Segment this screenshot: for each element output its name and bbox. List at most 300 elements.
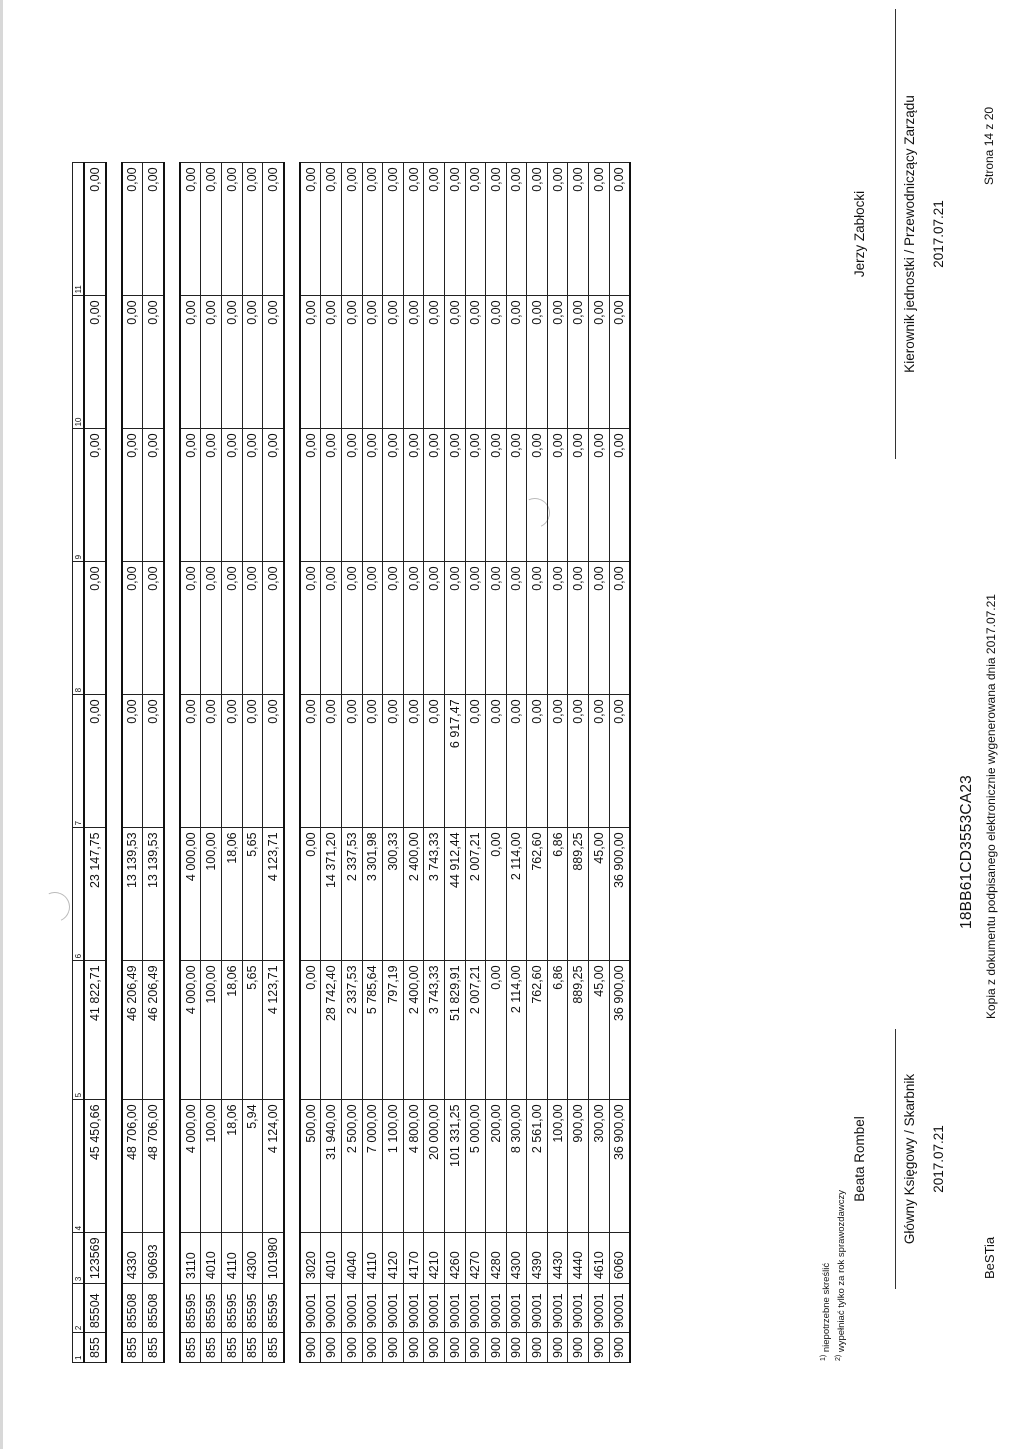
table-cell: 0,00 bbox=[424, 695, 445, 828]
table-row bbox=[589, 163, 610, 1363]
table-row bbox=[321, 163, 342, 1363]
table-cell: 0,00 bbox=[180, 296, 201, 429]
table-cell: 855 bbox=[122, 1333, 143, 1363]
table-cell: 28 742,40 bbox=[321, 961, 342, 1100]
header-row bbox=[73, 163, 85, 1363]
table-cell: 90001 bbox=[568, 1284, 589, 1333]
table-cell: 0,00 bbox=[122, 296, 143, 429]
software-name: BeSTia bbox=[982, 1236, 997, 1279]
table-cell: 900 bbox=[527, 1333, 548, 1363]
table-cell: 36 900,00 bbox=[609, 828, 630, 961]
signer-date-right: 2017.07.21 bbox=[931, 200, 946, 268]
table-cell: 0,00 bbox=[547, 695, 568, 828]
table-cell: 4170 bbox=[403, 1233, 424, 1284]
table-cell: 3 743,33 bbox=[424, 828, 445, 961]
table-row bbox=[122, 163, 143, 1363]
table-row bbox=[180, 163, 201, 1363]
table-cell: 0,00 bbox=[143, 695, 164, 828]
table-cell: 0,00 bbox=[321, 429, 342, 562]
table-cell: 4010 bbox=[321, 1233, 342, 1284]
table-cell: 0,00 bbox=[486, 296, 507, 429]
table-cell: 762,60 bbox=[527, 961, 548, 1100]
table-cell: 900 bbox=[403, 1333, 424, 1363]
table-cell: 0,00 bbox=[84, 429, 106, 562]
table-cell: 0,00 bbox=[263, 562, 284, 695]
group-separator bbox=[106, 163, 122, 1363]
signer-role-left: Główny Księgowy / Skarbnik bbox=[902, 1073, 917, 1245]
separator-cell bbox=[284, 163, 300, 1363]
table-cell: 4110 bbox=[362, 1233, 383, 1284]
table-cell: 0,00 bbox=[609, 695, 630, 828]
table-cell: 90001 bbox=[341, 1284, 362, 1333]
table-cell: 5,65 bbox=[242, 828, 263, 961]
table-cell: 20 000,00 bbox=[424, 1100, 445, 1233]
table-cell: 0,00 bbox=[609, 163, 630, 296]
table-cell: 85595 bbox=[180, 1284, 201, 1333]
table-cell: 0,00 bbox=[122, 695, 143, 828]
table-cell: 0,00 bbox=[383, 296, 404, 429]
table-cell: 90001 bbox=[444, 1284, 465, 1333]
table-cell: 0,00 bbox=[403, 695, 424, 828]
table-cell: 90001 bbox=[403, 1284, 424, 1333]
table-cell: 123569 bbox=[84, 1233, 106, 1284]
table-cell: 0,00 bbox=[201, 296, 222, 429]
table-cell: 500,00 bbox=[300, 1100, 321, 1233]
table-cell: 4330 bbox=[122, 1233, 143, 1284]
table-cell: 0,00 bbox=[122, 429, 143, 562]
table-row bbox=[263, 163, 284, 1363]
table-cell: 0,00 bbox=[221, 695, 242, 828]
table-cell: 23 147,75 bbox=[84, 828, 106, 961]
page-number: Strona 14 z 20 bbox=[982, 106, 996, 185]
table-cell: 2 114,00 bbox=[506, 828, 527, 961]
table-cell: 0,00 bbox=[263, 296, 284, 429]
table-cell: 855 bbox=[242, 1333, 263, 1363]
table-cell: 0,00 bbox=[568, 695, 589, 828]
table-cell: 4260 bbox=[444, 1233, 465, 1284]
table-cell: 6 917,47 bbox=[444, 695, 465, 828]
column-number: 9 bbox=[73, 429, 85, 562]
table-cell: 90001 bbox=[547, 1284, 568, 1333]
table-cell: 0,00 bbox=[589, 429, 610, 562]
table-cell: 4280 bbox=[486, 1233, 507, 1284]
table-cell: 3 301,98 bbox=[362, 828, 383, 961]
table-cell: 90001 bbox=[506, 1284, 527, 1333]
footnote-1: $^{1)}$ niepotrzebne skreślić bbox=[820, 1262, 833, 1361]
column-number: 2 bbox=[73, 1284, 85, 1333]
table-cell: 0,00 bbox=[341, 429, 362, 562]
table-row bbox=[242, 163, 263, 1363]
table-cell: 4300 bbox=[506, 1233, 527, 1284]
table-cell: 45,00 bbox=[589, 961, 610, 1100]
table-cell: 855 bbox=[263, 1333, 284, 1363]
table-cell: 0,00 bbox=[589, 562, 610, 695]
table-cell: 0,00 bbox=[180, 562, 201, 695]
table-cell: 41 822,71 bbox=[84, 961, 106, 1100]
table-cell: 0,00 bbox=[242, 562, 263, 695]
table-cell: 4 123,71 bbox=[263, 828, 284, 961]
table-row bbox=[424, 163, 445, 1363]
table-cell: 0,00 bbox=[403, 429, 424, 562]
table-row bbox=[609, 163, 630, 1363]
table-cell: 100,00 bbox=[201, 1100, 222, 1233]
table-cell: 0,00 bbox=[383, 562, 404, 695]
table-cell: 0,00 bbox=[221, 163, 242, 296]
table-cell: 0,00 bbox=[84, 695, 106, 828]
report-table-body bbox=[73, 163, 631, 1363]
table-cell: 18,06 bbox=[221, 961, 242, 1100]
table-cell: 31 940,00 bbox=[321, 1100, 342, 1233]
table-cell: 0,00 bbox=[143, 296, 164, 429]
table-cell: 900 bbox=[609, 1333, 630, 1363]
table-cell: 90001 bbox=[424, 1284, 445, 1333]
column-number: 10 bbox=[73, 296, 85, 429]
table-cell: 900 bbox=[444, 1333, 465, 1363]
table-cell: 48 706,00 bbox=[122, 1100, 143, 1233]
table-cell: 0,00 bbox=[506, 429, 527, 562]
column-number: 4 bbox=[73, 1100, 85, 1233]
table-cell: 7 000,00 bbox=[362, 1100, 383, 1233]
table-cell: 4610 bbox=[589, 1233, 610, 1284]
table-cell: 900,00 bbox=[568, 1100, 589, 1233]
table-cell: 90001 bbox=[362, 1284, 383, 1333]
table-cell: 2 114,00 bbox=[506, 961, 527, 1100]
table-cell: 4 123,71 bbox=[263, 961, 284, 1100]
table-cell: 0,00 bbox=[568, 562, 589, 695]
table-cell: 0,00 bbox=[465, 695, 486, 828]
table-cell: 0,00 bbox=[362, 163, 383, 296]
table-cell: 0,00 bbox=[341, 296, 362, 429]
table-cell: 101980 bbox=[263, 1233, 284, 1284]
table-cell: 889,25 bbox=[568, 828, 589, 961]
table-cell: 4430 bbox=[547, 1233, 568, 1284]
table-cell: 0,00 bbox=[221, 296, 242, 429]
table-cell: 1 100,00 bbox=[383, 1100, 404, 1233]
report-table bbox=[72, 162, 631, 1363]
table-cell: 0,00 bbox=[383, 695, 404, 828]
table-cell: 0,00 bbox=[143, 562, 164, 695]
table-cell: 0,00 bbox=[362, 695, 383, 828]
table-cell: 85595 bbox=[242, 1284, 263, 1333]
table-cell: 0,00 bbox=[589, 296, 610, 429]
table-cell: 4 800,00 bbox=[403, 1100, 424, 1233]
signature-line-left bbox=[895, 1029, 896, 1289]
table-cell: 6,86 bbox=[547, 828, 568, 961]
table-cell: 85595 bbox=[201, 1284, 222, 1333]
table-cell: 0,00 bbox=[444, 163, 465, 296]
table-cell: 0,00 bbox=[527, 562, 548, 695]
table-cell: 101 331,25 bbox=[444, 1100, 465, 1233]
table-cell: 4120 bbox=[383, 1233, 404, 1284]
table-cell: 0,00 bbox=[465, 562, 486, 695]
table-row bbox=[221, 163, 242, 1363]
table-row bbox=[84, 163, 106, 1363]
table-cell: 90001 bbox=[383, 1284, 404, 1333]
table-cell: 900 bbox=[568, 1333, 589, 1363]
table-cell: 13 139,53 bbox=[143, 828, 164, 961]
table-cell: 0,00 bbox=[143, 429, 164, 562]
table-cell: 0,00 bbox=[321, 695, 342, 828]
table-cell: 5,65 bbox=[242, 961, 263, 1100]
table-cell: 0,00 bbox=[424, 296, 445, 429]
table-cell: 0,00 bbox=[122, 163, 143, 296]
table-cell: 0,00 bbox=[362, 296, 383, 429]
table-row bbox=[568, 163, 589, 1363]
separator-cell bbox=[106, 163, 122, 1363]
table-cell: 889,25 bbox=[568, 961, 589, 1100]
table-cell: 0,00 bbox=[180, 695, 201, 828]
table-cell: 0,00 bbox=[180, 163, 201, 296]
table-cell: 0,00 bbox=[242, 695, 263, 828]
table-cell: 4 000,00 bbox=[180, 961, 201, 1100]
table-cell: 0,00 bbox=[300, 163, 321, 296]
table-cell: 0,00 bbox=[506, 163, 527, 296]
table-cell: 0,00 bbox=[609, 296, 630, 429]
table-cell: 100,00 bbox=[547, 1100, 568, 1233]
table-cell: 90001 bbox=[486, 1284, 507, 1333]
table-cell: 0,00 bbox=[321, 562, 342, 695]
table-cell: 900 bbox=[486, 1333, 507, 1363]
table-cell: 4040 bbox=[341, 1233, 362, 1284]
table-cell: 300,00 bbox=[589, 1100, 610, 1233]
table-cell: 5 000,00 bbox=[465, 1100, 486, 1233]
table-cell: 855 bbox=[180, 1333, 201, 1363]
table-cell: 90001 bbox=[300, 1284, 321, 1333]
table-cell: 0,00 bbox=[527, 695, 548, 828]
table-cell: 0,00 bbox=[568, 296, 589, 429]
table-cell: 0,00 bbox=[383, 163, 404, 296]
table-cell: 0,00 bbox=[609, 562, 630, 695]
table-cell: 0,00 bbox=[263, 695, 284, 828]
table-cell: 5,94 bbox=[242, 1100, 263, 1233]
table-cell: 4 000,00 bbox=[180, 828, 201, 961]
table-cell: 900 bbox=[300, 1333, 321, 1363]
table-cell: 4 000,00 bbox=[180, 1100, 201, 1233]
table-cell: 0,00 bbox=[547, 562, 568, 695]
table-cell: 2 400,00 bbox=[403, 828, 424, 961]
table-cell: 0,00 bbox=[321, 163, 342, 296]
table-cell: 0,00 bbox=[300, 562, 321, 695]
table-cell: 100,00 bbox=[201, 961, 222, 1100]
table-cell: 900 bbox=[589, 1333, 610, 1363]
table-cell: 0,00 bbox=[341, 163, 362, 296]
table-cell: 0,00 bbox=[486, 828, 507, 961]
table-cell: 0,00 bbox=[527, 429, 548, 562]
table-cell: 762,60 bbox=[527, 828, 548, 961]
table-row bbox=[341, 163, 362, 1363]
table-row bbox=[527, 163, 548, 1363]
table-cell: 0,00 bbox=[527, 163, 548, 296]
table-cell: 2 337,53 bbox=[341, 961, 362, 1100]
table-cell: 855 bbox=[201, 1333, 222, 1363]
table-cell: 85508 bbox=[122, 1284, 143, 1333]
table-cell: 0,00 bbox=[221, 562, 242, 695]
table-cell: 0,00 bbox=[300, 828, 321, 961]
signature-right bbox=[852, 9, 946, 459]
table-cell: 0,00 bbox=[242, 296, 263, 429]
table-cell: 900 bbox=[424, 1333, 445, 1363]
table-cell: 0,00 bbox=[242, 163, 263, 296]
table-cell: 0,00 bbox=[263, 163, 284, 296]
table-cell: 0,00 bbox=[424, 429, 445, 562]
table-cell: 18,06 bbox=[221, 1100, 242, 1233]
table-row bbox=[444, 163, 465, 1363]
table-cell: 90001 bbox=[465, 1284, 486, 1333]
table-cell: 0,00 bbox=[424, 562, 445, 695]
table-cell: 900 bbox=[362, 1333, 383, 1363]
table-cell: 45 450,66 bbox=[84, 1100, 106, 1233]
table-cell: 0,00 bbox=[609, 429, 630, 562]
table-cell: 0,00 bbox=[506, 296, 527, 429]
table-cell: 48 706,00 bbox=[143, 1100, 164, 1233]
table-cell: 0,00 bbox=[403, 163, 424, 296]
table-cell: 2 561,00 bbox=[527, 1100, 548, 1233]
table-cell: 46 206,49 bbox=[122, 961, 143, 1100]
table-cell: 8 300,00 bbox=[506, 1100, 527, 1233]
table-cell: 0,00 bbox=[201, 562, 222, 695]
table-cell: 85595 bbox=[221, 1284, 242, 1333]
table-cell: 90001 bbox=[321, 1284, 342, 1333]
table-cell: 0,00 bbox=[527, 296, 548, 429]
table-cell: 85504 bbox=[84, 1284, 106, 1333]
signature-line-right bbox=[895, 9, 896, 459]
table-cell: 36 900,00 bbox=[609, 1100, 630, 1233]
column-number: 5 bbox=[73, 961, 85, 1100]
table-cell: 46 206,49 bbox=[143, 961, 164, 1100]
table-cell: 4210 bbox=[424, 1233, 445, 1284]
table-cell: 200,00 bbox=[486, 1100, 507, 1233]
signer-role-right: Kierownik jednostki / Przewodniczący Zarządu bbox=[902, 95, 917, 373]
table-cell: 2 007,21 bbox=[465, 828, 486, 961]
table-cell: 85595 bbox=[263, 1284, 284, 1333]
copy-note: Kopia z dokumentu podpisanego elektronicznie wygenerowana dnia 2017.07.21 bbox=[984, 594, 998, 1019]
table-cell: 0,00 bbox=[403, 562, 424, 695]
table-cell: 18,06 bbox=[221, 828, 242, 961]
table-cell: 0,00 bbox=[465, 429, 486, 562]
table-cell: 4 124,00 bbox=[263, 1100, 284, 1233]
table-cell: 4390 bbox=[527, 1233, 548, 1284]
table-cell: 900 bbox=[321, 1333, 342, 1363]
footnotes bbox=[818, 1190, 848, 1361]
signature-left bbox=[852, 1029, 946, 1289]
separator-cell bbox=[164, 163, 180, 1363]
table-cell: 0,00 bbox=[201, 163, 222, 296]
table-row bbox=[201, 163, 222, 1363]
table-row bbox=[506, 163, 527, 1363]
table-cell: 4440 bbox=[568, 1233, 589, 1284]
table-cell: 0,00 bbox=[486, 163, 507, 296]
table-cell: 900 bbox=[341, 1333, 362, 1363]
table-cell: 797,19 bbox=[383, 961, 404, 1100]
table-cell: 0,00 bbox=[486, 562, 507, 695]
table-cell: 2 337,53 bbox=[341, 828, 362, 961]
table-cell: 0,00 bbox=[506, 695, 527, 828]
table-cell: 0,00 bbox=[180, 429, 201, 562]
table-cell: 0,00 bbox=[84, 562, 106, 695]
table-cell: 90693 bbox=[143, 1233, 164, 1284]
table-cell: 855 bbox=[143, 1333, 164, 1363]
table-cell: 0,00 bbox=[263, 429, 284, 562]
table-cell: 300,33 bbox=[383, 828, 404, 961]
table-cell: 0,00 bbox=[321, 296, 342, 429]
table-cell: 0,00 bbox=[547, 163, 568, 296]
table-cell: 100,00 bbox=[201, 828, 222, 961]
column-number: 1 bbox=[73, 1333, 85, 1363]
signer-name-right: Jerzy Zabłocki bbox=[852, 190, 867, 278]
table-row bbox=[362, 163, 383, 1363]
column-number: 11 bbox=[73, 163, 85, 296]
table-row bbox=[465, 163, 486, 1363]
table-cell: 0,00 bbox=[547, 429, 568, 562]
table-cell: 0,00 bbox=[221, 429, 242, 562]
group-separator bbox=[284, 163, 300, 1363]
table-cell: 90001 bbox=[527, 1284, 548, 1333]
table-cell: 3110 bbox=[180, 1233, 201, 1284]
column-number: 3 bbox=[73, 1233, 85, 1284]
table-cell: 0,00 bbox=[341, 562, 362, 695]
table-cell: 6,86 bbox=[547, 961, 568, 1100]
table-cell: 2 007,21 bbox=[465, 961, 486, 1100]
table-cell: 4110 bbox=[221, 1233, 242, 1284]
table-row bbox=[403, 163, 424, 1363]
table-cell: 0,00 bbox=[201, 695, 222, 828]
table-row bbox=[547, 163, 568, 1363]
footnote-2: $^{2)}$ wypełniać tylko za rok sprawozdawczy bbox=[835, 1190, 848, 1361]
table-cell: 0,00 bbox=[143, 163, 164, 296]
table-cell: 0,00 bbox=[300, 296, 321, 429]
table-row bbox=[143, 163, 164, 1363]
table-cell: 0,00 bbox=[300, 429, 321, 562]
table-cell: 36 900,00 bbox=[609, 961, 630, 1100]
table-cell: 855 bbox=[221, 1333, 242, 1363]
table-cell: 0,00 bbox=[506, 562, 527, 695]
document-id: 18BB61CD3553CA23 bbox=[958, 775, 975, 929]
table-cell: 0,00 bbox=[547, 296, 568, 429]
table-cell: 0,00 bbox=[122, 562, 143, 695]
table-cell: 0,00 bbox=[568, 163, 589, 296]
table-cell: 2 400,00 bbox=[403, 961, 424, 1100]
table-cell: 900 bbox=[506, 1333, 527, 1363]
table-cell: 4300 bbox=[242, 1233, 263, 1284]
table-cell: 0,00 bbox=[362, 562, 383, 695]
table-row bbox=[300, 163, 321, 1363]
group-separator bbox=[164, 163, 180, 1363]
table-cell: 0,00 bbox=[444, 429, 465, 562]
table-cell: 2 500,00 bbox=[341, 1100, 362, 1233]
table-cell: 3 743,33 bbox=[424, 961, 445, 1100]
table-cell: 900 bbox=[383, 1333, 404, 1363]
table-row bbox=[383, 163, 404, 1363]
table-cell: 0,00 bbox=[465, 163, 486, 296]
table-cell: 900 bbox=[547, 1333, 568, 1363]
table-cell: 0,00 bbox=[403, 296, 424, 429]
table-cell: 0,00 bbox=[201, 429, 222, 562]
table-cell: 0,00 bbox=[341, 695, 362, 828]
table-cell: 4010 bbox=[201, 1233, 222, 1284]
table-cell: 0,00 bbox=[424, 163, 445, 296]
table-cell: 0,00 bbox=[444, 562, 465, 695]
table-cell: 855 bbox=[84, 1333, 106, 1363]
table-cell: 0,00 bbox=[465, 296, 486, 429]
table-cell: 0,00 bbox=[486, 695, 507, 828]
table-cell: 13 139,53 bbox=[122, 828, 143, 961]
table-cell: 90001 bbox=[589, 1284, 610, 1333]
table-cell: 3020 bbox=[300, 1233, 321, 1284]
column-number: 7 bbox=[73, 695, 85, 828]
table-cell: 4270 bbox=[465, 1233, 486, 1284]
table-row bbox=[486, 163, 507, 1363]
table-cell: 0,00 bbox=[486, 961, 507, 1100]
